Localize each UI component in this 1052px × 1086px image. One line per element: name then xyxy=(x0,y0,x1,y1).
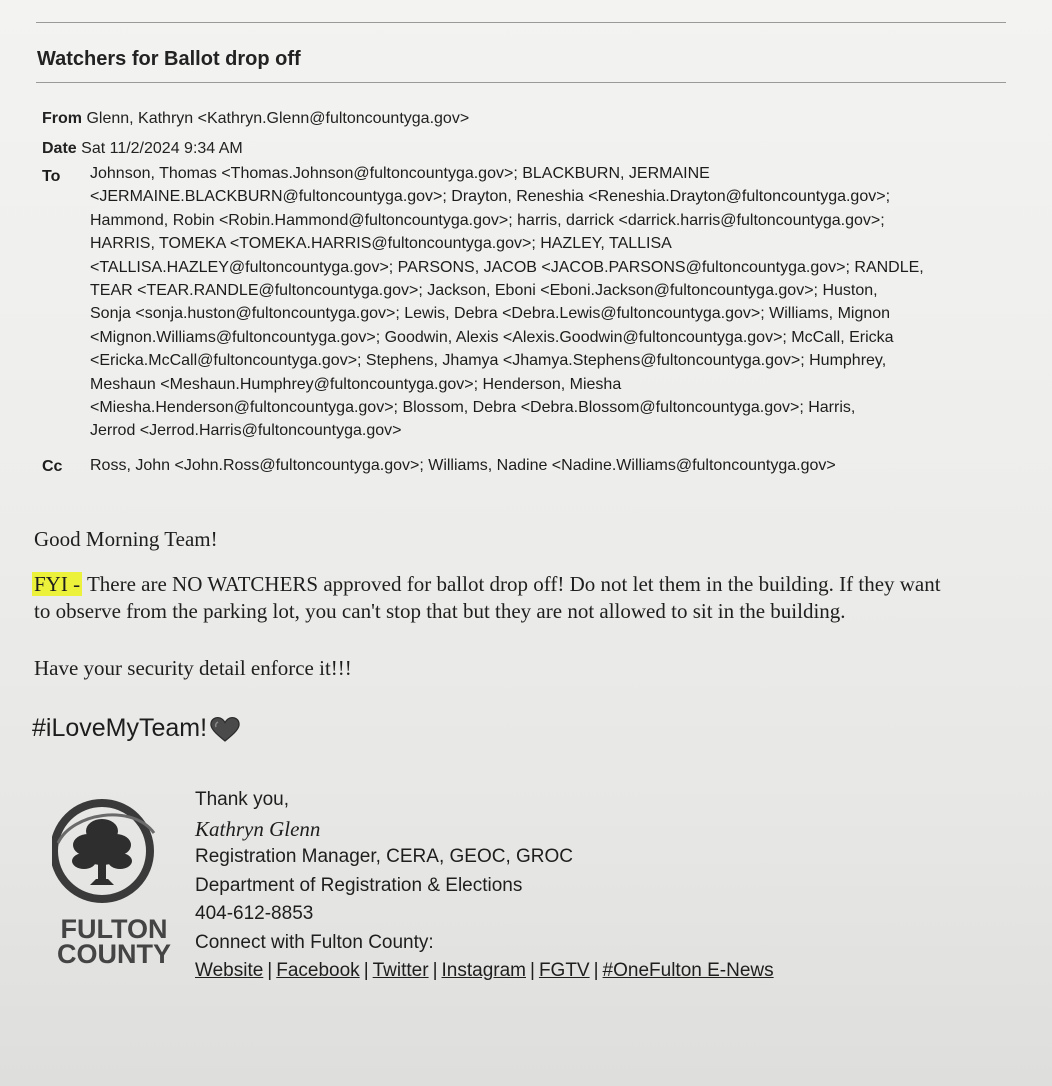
cc-recipients: Ross, John <John.Ross@fultoncountyga.gov>; Williams, Nadine <Nadine.Williams@fultoncountyga.gov> xyxy=(90,457,836,474)
hashtag-line xyxy=(32,714,241,743)
sig-name: Kathryn Glenn xyxy=(195,816,321,841)
sig-title: Registration Manager, CERA, GEOC, GROC xyxy=(195,846,574,867)
link-separator: | xyxy=(593,960,599,981)
from-value: Glenn, Kathryn <Kathryn.Glenn@fultoncountyga.gov> xyxy=(86,110,470,127)
cc-label: Cc xyxy=(42,458,63,475)
to-line: Sonja <sonja.huston@fultoncountyga.gov>; Lewis, Debra <Debra.Lewis@fultoncountyga.gov>; Williams, Mignon xyxy=(90,305,891,323)
to-line: <Mignon.Williams@fultoncountyga.gov>; Goodwin, Alexis <Alexis.Goodwin@fultoncountyga.gov>; McCall, Ericka xyxy=(90,328,894,346)
to-line: Johnson, Thomas <Thomas.Johnson@fultoncountyga.gov>; BLACKBURN, JERMAINE xyxy=(90,165,710,182)
logo-text-fulton: FULTON xyxy=(60,914,168,944)
fyi-paragraph xyxy=(34,571,941,625)
to-line: <Ericka.McCall@fultoncountyga.gov>; Stephens, Jhamya <Jhamya.Stephens@fultoncountyga.gov>; Humphrey, xyxy=(90,352,887,370)
to-line: TEAR <TEAR.RANDLE@fultoncountyga.gov>; Jackson, Eboni <Eboni.Jackson@fultoncountyga.gov>; Huston, xyxy=(90,282,878,300)
to-line: <Miesha.Henderson@fultoncountyga.gov>; Blossom, Debra <Debra.Blossom@fultoncountyga.gov>; Harris, xyxy=(90,399,856,417)
to-recipients xyxy=(90,162,1010,443)
subject-divider xyxy=(36,82,1006,83)
enforce-line: Have your security detail enforce it!!! xyxy=(34,656,352,680)
date-row xyxy=(42,137,243,160)
fulton-county-logo xyxy=(52,793,172,973)
top-divider xyxy=(36,22,1006,23)
link-website[interactable]: Website xyxy=(195,960,264,981)
date-value: Sat 11/2/2024 9:34 AM xyxy=(81,140,243,157)
to-line: Meshaun <Meshaun.Humphrey@fultoncountyga.gov>; Henderson, Miesha xyxy=(90,375,622,393)
link-instagram[interactable]: Instagram xyxy=(441,960,526,981)
link-facebook[interactable]: Facebook xyxy=(276,960,360,981)
link-separator: | xyxy=(530,960,535,981)
link-separator: | xyxy=(363,960,369,981)
sig-thanks: Thank you, xyxy=(195,789,289,810)
email-subject: Watchers for Ballot drop off xyxy=(37,48,301,70)
to-label: To xyxy=(42,168,61,185)
hashtag-text: #iLoveMyTeam! xyxy=(32,714,208,742)
to-line: Hammond, Robin <Robin.Hammond@fultoncountyga.gov>; harris, darrick <darrick.harris@fultoncountyga.gov>; xyxy=(90,211,885,229)
link-onefulton-enews[interactable]: #OneFulton E-News xyxy=(602,960,774,981)
link-fgtv[interactable]: FGTV xyxy=(538,960,590,981)
to-line: <TALLISA.HAZLEY@fultoncountyga.gov>; PARSONS, JACOB <JACOB.PARSONS@fultoncountyga.gov>; RANDLE, xyxy=(90,258,924,276)
sig-department: Department of Registration & Elections xyxy=(195,874,523,896)
heart-icon xyxy=(209,715,241,743)
from-row xyxy=(42,107,469,130)
sig-links xyxy=(195,957,774,986)
date-label: Date xyxy=(42,140,77,157)
greeting: Good Morning Team! xyxy=(34,527,218,551)
link-twitter[interactable]: Twitter xyxy=(372,960,429,981)
fyi-line-2: to observe from the parking lot, you can't stop that but they are not allowed to sit in the building. xyxy=(34,599,846,623)
from-label: From xyxy=(42,110,82,127)
to-line: <JERMAINE.BLACKBURN@fultoncountyga.gov>; Drayton, Reneshia <Reneshia.Drayton@fultoncountyga.gov>; xyxy=(90,188,891,206)
to-line: Jerrod <Jerrod.Harris@fultoncountyga.gov> xyxy=(90,422,402,440)
fyi-highlight: FYI - xyxy=(34,572,81,596)
logo-text-county: COUNTY xyxy=(57,939,171,969)
sig-phone: 404-612-8853 xyxy=(195,903,314,924)
sig-connect: Connect with Fulton County: xyxy=(195,931,434,953)
to-line: HARRIS, TOMEKA <TOMEKA.HARRIS@fultoncountyga.gov>; HAZLEY, TALLISA xyxy=(90,235,672,253)
fyi-line-1: There are NO WATCHERS approved for ballot drop off! Do not let them in the building. If they want xyxy=(82,572,941,596)
link-separator: | xyxy=(432,960,438,981)
signature-block xyxy=(195,786,774,986)
link-separator: | xyxy=(267,960,273,981)
